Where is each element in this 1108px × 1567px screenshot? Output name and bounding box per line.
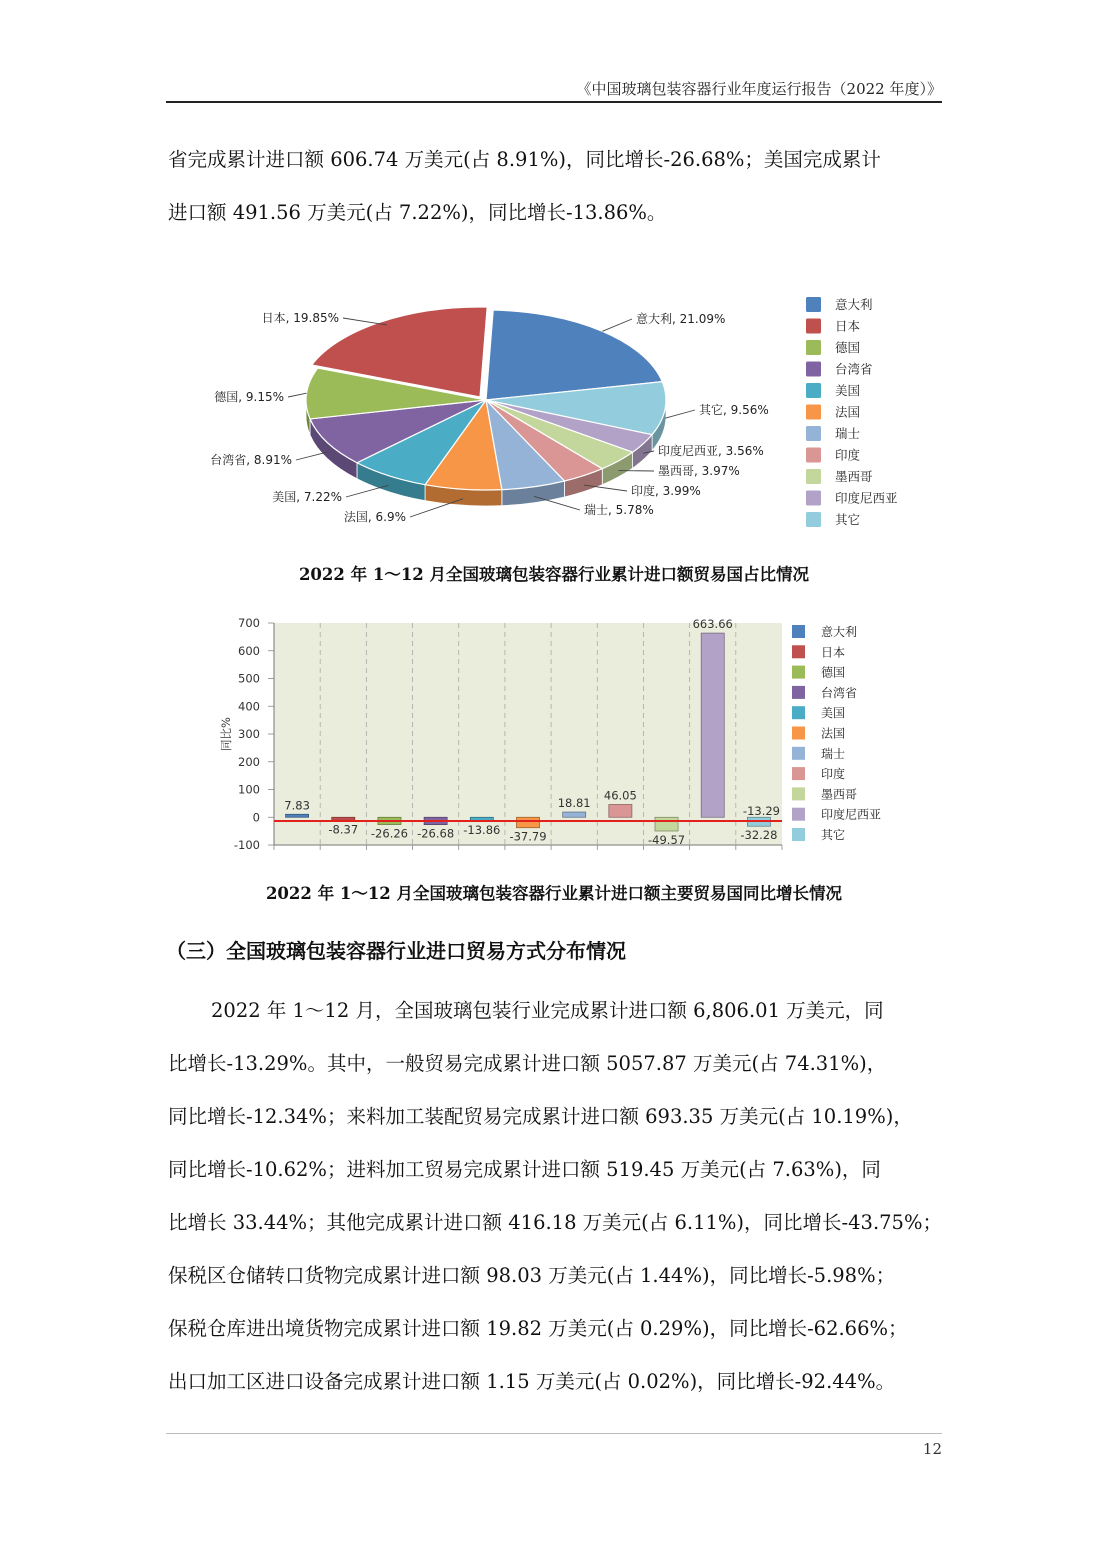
- bar-data-label: 7.83: [284, 798, 310, 813]
- legend-label: 日本: [821, 645, 846, 660]
- bar-chart-caption: 2022 年 1～12 月全国玻璃包装容器行业累计进口额主要贸易国同比增长情况: [265, 884, 843, 903]
- y-axis-label: 同比%: [219, 717, 233, 751]
- legend-swatch: [806, 491, 821, 506]
- y-tick-label: 700: [238, 616, 260, 630]
- pie-data-label: 印度, 3.99%: [631, 484, 701, 498]
- legend-swatch: [792, 645, 805, 658]
- legend-label: 瑞士: [821, 746, 846, 761]
- pie-data-label: 墨西哥, 3.97%: [658, 464, 740, 478]
- legend-label: 印度: [821, 767, 846, 782]
- pie-data-label: 台湾省, 8.91%: [210, 453, 292, 467]
- y-tick-label: 100: [238, 782, 260, 797]
- intro-paragraph: [168, 133, 944, 239]
- legend-label: 法国: [835, 404, 861, 420]
- bar-data-label: 663.66: [692, 617, 733, 632]
- pie-data-label: 日本, 19.85%: [261, 311, 339, 325]
- pie-chart-caption: 2022 年 1～12 月全国玻璃包装容器行业累计进口额贸易国占比情况: [298, 565, 810, 584]
- legend-swatch: [806, 512, 821, 527]
- legend-label: 台湾省: [835, 361, 873, 377]
- legend-label: 意大利: [821, 625, 858, 639]
- bar: [563, 812, 586, 817]
- bar-chart: [166, 605, 942, 865]
- legend-label: 日本: [835, 318, 861, 334]
- legend-swatch: [792, 625, 805, 638]
- legend-swatch: [806, 340, 821, 355]
- pie-chart: [166, 285, 942, 545]
- text-line: 比增长-13.29%。其中，一般贸易完成累计进口额 5057.87 万美元(占 74.31%)，: [168, 1052, 887, 1075]
- legend-label: 印度尼西亚: [835, 490, 898, 506]
- legend-label: 美国: [835, 383, 861, 398]
- legend-swatch: [792, 727, 805, 740]
- legend-label: 墨西哥: [835, 469, 873, 484]
- legend-swatch: [792, 747, 805, 760]
- legend-label: 印度尼西亚: [821, 807, 882, 822]
- legend-label: 其它: [821, 828, 846, 842]
- y-tick-label: 500: [238, 671, 260, 686]
- pie-leader-line: [346, 485, 389, 497]
- bar-data-label: -13.86: [463, 823, 501, 838]
- legend-label: 瑞士: [835, 426, 861, 441]
- bar: [609, 804, 632, 817]
- bar: [701, 633, 724, 817]
- text-line: 同比增长-10.62%；进料加工贸易完成累计进口额 519.45 万美元(占 7.63%)，同: [168, 1158, 881, 1181]
- bar: [286, 814, 309, 817]
- legend-swatch: [806, 405, 821, 420]
- legend-label: 法国: [821, 726, 846, 741]
- text-line: 保税区仓储转口货物完成累计进口额 98.03 万美元(占 1.44%)，同比增长-5.98%；: [168, 1264, 896, 1287]
- pie-leader-line: [665, 410, 695, 418]
- bar-data-label: -49.57: [648, 833, 686, 848]
- pie-data-label: 瑞士, 5.78%: [584, 503, 654, 517]
- pie-data-label: 其它, 9.56%: [699, 403, 769, 417]
- pie-data-label: 意大利, 21.09%: [636, 312, 726, 326]
- pie-data-label: 美国, 7.22%: [272, 490, 342, 504]
- legend-label: 意大利: [835, 297, 873, 312]
- y-tick-label: -100: [233, 838, 260, 852]
- text-line: 比增长 33.44%；其他完成累计进口额 416.18 万美元(占 6.11%)，同比增长-43.75%；: [168, 1211, 942, 1234]
- legend-swatch: [806, 469, 821, 484]
- legend-swatch: [792, 787, 805, 800]
- legend-label: 美国: [821, 706, 846, 721]
- y-tick-label: 200: [238, 754, 260, 769]
- legend-swatch: [806, 426, 821, 441]
- legend-swatch: [806, 448, 821, 463]
- bar-data-label: -32.28: [740, 828, 778, 843]
- legend-swatch: [792, 808, 805, 821]
- bar-data-label: -8.37: [328, 822, 359, 837]
- legend-swatch: [792, 706, 805, 719]
- legend-label: 墨西哥: [821, 787, 858, 802]
- legend-swatch: [792, 666, 805, 679]
- y-tick-label: 300: [238, 727, 260, 741]
- pie-data-label: 德国, 9.15%: [214, 390, 284, 404]
- legend-swatch: [792, 686, 805, 699]
- bar-data-label: -37.79: [509, 829, 547, 844]
- bar-data-label: 18.81: [557, 796, 591, 811]
- pie-leader-line: [602, 319, 632, 331]
- pie-leader-line: [343, 318, 387, 325]
- text-line: 同比增长-12.34%；来料加工装配贸易完成累计进口额 693.35 万美元(占 10.19%)，: [168, 1105, 913, 1128]
- bar: [516, 817, 539, 827]
- reference-line-label: -13.29: [742, 803, 780, 818]
- bar-data-label: -26.26: [370, 826, 408, 841]
- pie-leader-line: [296, 452, 327, 460]
- text-line: 省完成累计进口额 606.74 万美元(占 8.91%)，同比增长-26.68%；美国完成累计: [168, 148, 881, 171]
- running-header: 《中国玻璃包装容器行业年度运行报告（2022 年度）》: [576, 80, 942, 98]
- legend-label: 其它: [835, 512, 861, 527]
- bar: [332, 817, 355, 820]
- bar-data-label: -26.68: [417, 826, 455, 841]
- legend-label: 德国: [835, 340, 861, 355]
- y-tick-label: 600: [238, 643, 260, 658]
- pie-data-label: 法国, 6.9%: [343, 510, 406, 524]
- y-tick-label: 0: [252, 810, 260, 825]
- text-line: 2022 年 1～12 月，全国玻璃包装行业完成累计进口额 6,806.01 万美元，同: [211, 999, 884, 1022]
- legend-swatch: [806, 362, 821, 377]
- legend-swatch: [806, 319, 821, 334]
- pie-leader-line: [288, 393, 307, 397]
- y-tick-label: 400: [238, 699, 260, 714]
- legend-swatch: [806, 297, 821, 312]
- legend-swatch: [792, 767, 805, 780]
- legend-swatch: [792, 828, 805, 841]
- legend-swatch: [806, 383, 821, 398]
- text-line: 进口额 491.56 万美元(占 7.22%)，同比增长-13.86%。: [168, 201, 667, 224]
- bar-data-label: 46.05: [603, 788, 637, 803]
- header-rule: [166, 101, 942, 103]
- text-line: 出口加工区进口设备完成累计进口额 1.15 万美元(占 0.02%)，同比增长-92.44%。: [168, 1370, 896, 1393]
- bar: [655, 817, 678, 831]
- legend-label: 印度: [835, 447, 861, 463]
- page-number: 12: [922, 1440, 942, 1458]
- pie-data-label: 印度尼西亚, 3.56%: [658, 444, 764, 458]
- section-heading: （三）全国玻璃包装容器行业进口贸易方式分布情况: [166, 939, 626, 963]
- legend-label: 德国: [821, 665, 846, 680]
- text-line: 保税仓库进出境货物完成累计进口额 19.82 万美元(占 0.29%)，同比增长-62.66%；: [168, 1317, 908, 1340]
- section-paragraph: [168, 984, 944, 1408]
- footer-rule: [166, 1433, 942, 1434]
- legend-label: 台湾省: [821, 685, 858, 700]
